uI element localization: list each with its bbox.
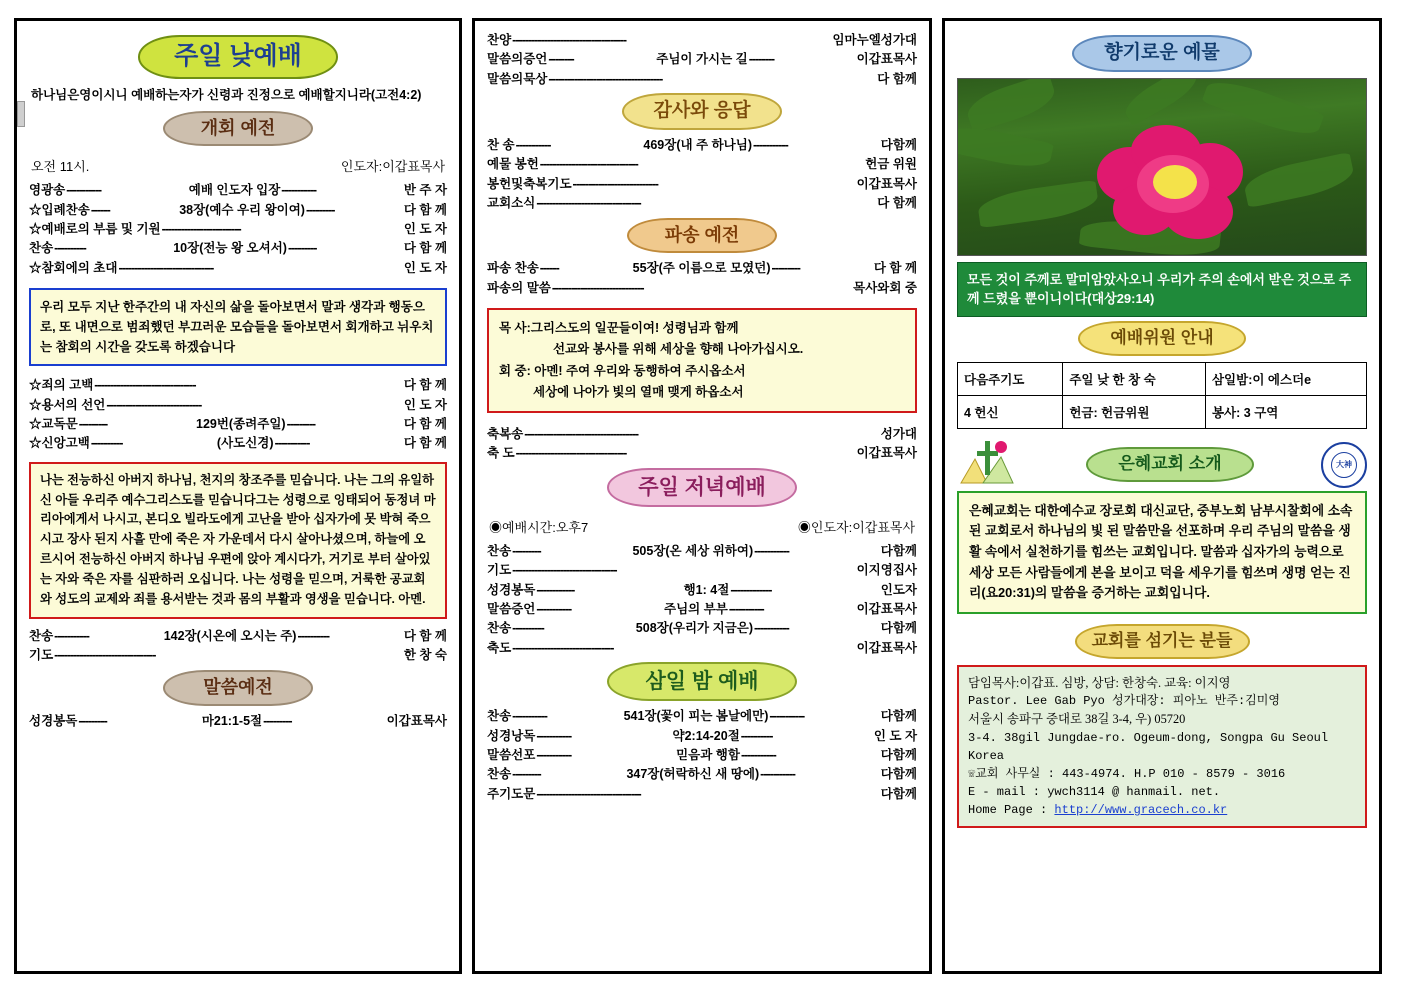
order-label: 말씀증언 [487,602,536,617]
section-wednesday-title: 삼일 밤 예배 [607,662,797,701]
dot-leader: ---------- [54,241,86,256]
table-cell: 삼일밤:이 에스더e [1205,362,1366,395]
confession-invitation-box: 우리 모두 지난 한주간의 내 자신의 삶을 돌아보면서 말과 생각과 행동으로, 또 내면으로 범죄했던 부끄러운 모습들을 돌아보면서 회개하고 뉘우치는 참회의 시간을 갖도록 하겠습니다 [29,288,447,366]
order-label: 봉헌및축복기도 [487,176,572,191]
order-person: 다함께 [880,138,917,153]
flower-photo [957,78,1367,256]
order-line [487,425,917,444]
order-label: 말씀선포 [487,748,536,762]
dot-leader: ----------- [753,621,789,636]
church-contact-box [957,665,1367,828]
dot-leader: --------- [305,202,335,217]
order-person: 이갑표목사 [856,602,917,617]
order-label: ☆용서의 선언 [29,397,106,412]
order-line [487,175,917,194]
dot-leader: -------------------------------- [512,640,614,655]
dot-leader: ------------------------------- [539,157,638,172]
order-label: ☆예배로의 부름 및 기원 [29,222,161,237]
duty-table [957,362,1367,429]
order-person: 성가대 [880,427,917,442]
dot-leader: ---------- [740,728,773,743]
order-line [487,155,917,174]
dot-leader: -------------------------------- [54,648,156,663]
order-label: 영광송 [29,183,66,198]
order-person: 이갑표목사 [856,640,917,655]
evening-info-row [489,517,915,536]
dot-leader: ----------- [66,183,102,198]
order-detail: 469장(내 주 하나님) [643,138,752,153]
dot-leader: --------- [78,416,108,431]
dot-leader: --------- [771,261,800,276]
order-detail: 10장(전능 왕 오셔서) [173,241,287,256]
order-list-wednesday [487,707,917,804]
order-label: 찬송 [487,767,512,782]
responsive-cong-line [499,361,905,382]
dot-leader: ----------- [728,602,764,617]
order-label: 파송 찬송 [487,261,539,276]
order-line [487,194,917,213]
contact-line: 3-4. 38gil Jungdae-ro. Ogeum-dong, Songpa Gu Seoul Korea [968,731,1329,764]
order-label: 축도 [487,640,512,655]
order-line [487,542,917,561]
order-list-proclamation [487,31,917,89]
order-line [487,746,917,765]
order-person: 다함께 [880,748,917,762]
dot-leader: ----------- [536,728,572,743]
dot-leader: ------------ [536,582,575,597]
dot-leader: ------------------------------ [106,397,202,412]
dot-leader: --------- [286,416,316,431]
order-person: 인 도 자 [403,397,447,412]
order-line [29,201,447,220]
order-person: 한 창 숙 [403,648,447,663]
order-label: 찬양 [487,33,512,47]
dot-leader: ------------------------------------ [524,427,639,442]
homepage-label: Home Page : [968,803,1055,818]
order-label: ☆신앙고백 [29,436,90,451]
order-line [487,136,917,155]
order-list-sending [487,259,917,298]
order-person: 헌금 위원 [865,157,917,172]
order-label: 찬송 [29,241,54,256]
order-detail: 55장(주 이름으로 모였던) [632,261,771,276]
order-person: 다 함 께 [403,436,447,451]
order-person: 다 함께 [877,196,917,211]
column-offering-and-info [942,18,1382,974]
order-person: 다 함 께 [403,629,447,644]
dot-leader: ----------------------------- [551,280,644,295]
order-person: 인 도 자 [403,222,447,237]
order-person: 다함께 [880,786,917,801]
order-label: 찬송 [487,709,512,724]
order-list-opening [29,181,447,278]
order-detail: 129번(종려주일) [196,416,286,431]
dot-leader: ----------- [515,138,551,153]
dot-leader: --------- [512,543,541,558]
apostles-creed-box: 나는 전능하신 아버지 하나님, 천지의 창조주를 믿습니다. 나는 그의 유일하신 아들 우리주 예수그리스도를 믿습니다그는 성령으로 잉태되어 동정녀 마리아에게서 나시고, 본디오 빌라도에게 고난을 받아 십자가에 못 박혀 죽으시고 장사 된지 사흘 만에 죽은 자 가운데서 다시 살아나셨으며, 하늘에 오르시어 전능하신 아버지 하나님 우편에 앉아 계시다가, 거기로 부터 살아있는 자와 죽은 자를 심판하러 오십니다. 나는 성령을 믿으며, 거룩한 공교회와 성도의 교제와 죄를 용서받는 것과 몸의 부활과 영생을 믿습니다. 아멘. [29,462,447,619]
responsive-cong-text: : 아멘! 주여 우리와 동행하여 주시옵소서 [526,363,746,378]
offering-verse: 모든 것이 주께로 말미암았사오니 우리가 주의 손에서 받은 것으로 주께 드렸을 뿐이니이다(대상29:14) [957,262,1367,317]
responsive-pastor-line [499,318,905,339]
order-line [487,279,917,298]
order-label: ☆죄의 고백 [29,378,94,393]
order-person: 반 주 자 [403,183,448,198]
dot-leader: ----------- [281,183,317,198]
order-label: 성경낭독 [487,728,536,743]
order-detail: 믿음과 행함 [676,748,740,762]
dot-leader: ------ [90,202,110,217]
church-introduction-text: 은혜교회는 대한예수교 장로회 대신교단, 중부노회 남부시찰회에 소속된 교회로서 하나님의 빛 된 말씀만을 선포하며 우리 주님의 말씀을 생활 속에서 실천하기를 힘쓰는 교회입니다. 말씀과 십자가의 능력으로 세상 모든 사람들에게 본을 보이고 덕을 세우기를 힘쓰며 생명 얻는 진리(요20:31)의 말씀을 증거하는 교회입니다. [957,491,1367,615]
dot-leader: ----------- [769,709,805,724]
order-line [29,396,447,415]
evening-time: ◉예배시간:오후7 [489,519,589,535]
contact-line: 서울시 송파구 중대로 38길 3-4, 우) 05720 [968,712,1186,727]
order-label: 기도 [29,648,54,663]
contact-homepage-line [968,801,1356,819]
order-label: ☆입례찬송 [29,202,90,217]
seal-label: 大神 [1336,460,1352,470]
order-line [29,239,447,258]
order-list-hymn [29,627,447,666]
order-person: 다 함 께 [403,202,447,217]
order-label: 예물 봉헌 [487,157,539,172]
order-list-thanksgiving [487,136,917,214]
dot-leader: ---------- [90,436,123,451]
order-detail: (사도신경) [216,436,274,451]
contact-line: Pastor. Lee Gab Pyo 성가대장: 피아노 반주:김미영 [968,694,1280,709]
order-person: 다 함 께 [403,241,448,256]
dot-leader: ----------- [536,748,572,762]
section-duty-title: 예배위원 안내 [1078,321,1246,356]
order-person: 인 도 자 [873,728,918,743]
order-label: 찬송 [487,543,512,558]
table-row [958,395,1367,428]
order-person: 이갑표목사 [386,713,447,728]
dot-leader: --------- [287,241,317,256]
order-detail: 541장(꽃이 피는 봄날에만) [623,709,769,724]
dot-leader: ----------- [760,767,795,782]
order-detail: 마21:1-5절 [201,713,263,728]
order-person: 다 함 께 [403,378,447,393]
dot-leader: --------------------------------- [536,196,641,211]
order-detail: 주님이 가시는 길 [656,52,748,67]
table-row [958,362,1367,395]
order-person: 다 함 께 [403,416,447,431]
dot-leader: ------ [539,261,559,276]
order-person: 이지영집사 [856,563,917,578]
order-person: 목사와회 중 [853,280,917,295]
denomination-seal-icon [1321,442,1367,488]
order-line [29,259,447,278]
table-cell: 주일 낮 한 창 숙 [1063,362,1206,395]
order-detail: 38장(예수 우리 왕이여) [179,202,305,217]
order-line [29,415,447,434]
order-line [487,70,917,89]
order-label: 말씀의묵상 [487,71,548,86]
order-line [487,581,917,600]
dot-leader: -------- [748,52,775,67]
order-person: 다함께 [880,709,918,724]
order-detail: 예배 인도자 입장 [188,183,281,198]
order-line [487,50,917,69]
order-person: 인 도 자 [403,260,447,275]
order-list-benediction [487,425,917,464]
dot-leader: ----------- [54,629,89,644]
section-church-intro-title: 은혜교회 소개 [1086,447,1254,482]
order-line [29,220,447,239]
dot-leader: --------- [263,713,292,728]
order-label: 기도 [487,563,512,578]
responsive-cong-text2: 세상에 나아가 빛의 열매 맺게 하옵소서 [533,384,744,399]
order-line [487,619,917,638]
order-detail: 주님의 부부 [664,602,728,617]
section-evening-title: 주일 저녁예배 [607,468,797,507]
order-line [487,707,917,726]
order-line [29,376,447,395]
table-cell: 봉사: 3 구역 [1205,395,1366,428]
order-label: 축 도 [487,446,515,461]
responsive-pastor-label: 목 사 [499,321,527,336]
order-label: 파송의 말씀 [487,280,551,295]
dot-leader: ----------- [536,602,572,617]
dot-leader: ------------------------------ [118,260,214,275]
dot-leader: -------- [548,52,574,67]
order-line [487,727,917,746]
order-person: 다함께 [880,767,918,782]
order-line [487,639,917,658]
responsive-pastor-text: :그리스도의 일꾼들이여! 성령님과 함께 [526,321,739,336]
order-line [487,444,917,463]
dot-leader: -------------------------------- [94,378,196,393]
order-list-evening [487,542,917,658]
order-detail: 행1: 4절 [683,582,730,597]
dot-leader: ----------- [740,748,776,762]
order-line [29,434,447,453]
dot-leader: ------------------------- [161,222,241,237]
peony-flower [1097,125,1247,243]
order-person: 임마누엘성가대 [832,33,917,47]
order-label: 찬송 [29,629,54,644]
order-person: 다 함께 [877,71,917,86]
evening-leader: ◉인도자:이갑표목사 [797,519,915,535]
responsive-cong-label: 회 중 [499,363,527,378]
order-detail: 142장(시온에 오시는 주) [163,629,297,644]
order-detail: 약2:14-20절 [672,728,740,743]
scripture-subtitle: 하나님은영이시니 예배하는자가 신령과 진정으로 예배할지니라(고전4:2) [31,87,422,102]
order-label: 찬 송 [487,138,515,153]
column-sunday-morning-service [14,18,462,974]
dot-leader: ----------- [274,436,310,451]
dot-leader: ------------------------------------ [512,33,627,47]
service-leader: 인도자:이갑표목사 [340,159,445,175]
order-line [29,646,447,665]
dot-leader: --------------------------------- [512,563,617,578]
order-line [487,600,917,619]
order-detail: 505장(온 세상 위하여) [632,543,754,558]
responsive-pastor-text2: 선교와 봉사를 위해 세상을 향해 나아가십시오. [553,342,804,357]
order-person: 다함께 [880,543,917,558]
contact-line: ☏교회 사무실 : 443-4974. H.P 010 - 8579 - 3016 [968,767,1286,782]
dot-leader: --------- [78,713,107,728]
order-line [487,561,917,580]
homepage-link[interactable]: http://www.gracech.co.kr [1054,803,1228,818]
dot-leader: ----------------------------------- [515,446,627,461]
section-offering-title: 향기로운 예물 [1072,35,1252,72]
contact-line: E - mail : ywch3114 @ hanmail. net. [968,785,1221,800]
dot-leader: ---------- [297,629,330,644]
column-response-and-evening [472,18,932,974]
section-sending-title: 파송 예전 [627,218,777,254]
order-line [29,712,447,731]
order-list-confession [29,376,447,454]
contact-line: 담임목사:이갑표. 심방, 상담: 한창숙. 교육: 이지영 [968,675,1231,690]
order-label: ☆참회에의 초대 [29,260,118,275]
order-line [487,259,917,278]
order-label: 성경봉독 [29,713,78,728]
order-line [29,181,447,200]
section-servants-title: 교회를 섬기는 분들 [1075,624,1250,659]
order-label: 찬송 [487,621,512,636]
order-label: 교회소식 [487,196,536,211]
dot-leader: ---------- [512,621,544,636]
order-person: 다함께 [880,621,918,636]
dot-leader: ------------- [730,582,772,597]
emblem-row [957,439,1367,491]
page-edge-marker [17,101,25,127]
order-line [487,765,917,784]
order-line [487,785,917,804]
order-label: ☆교독문 [29,416,78,431]
order-label: 성경봉독 [487,582,536,597]
table-cell: 헌금: 헌금위원 [1063,395,1206,428]
dot-leader: ------------------------------------ [548,71,663,86]
order-person: 인도자 [880,582,918,597]
table-cell: 다음주기도 [958,362,1063,395]
dot-leader: ----------- [754,543,789,558]
dot-leader: --------- [512,767,541,782]
order-person: 이갑표목사 [856,52,918,67]
table-cell: 4 헌신 [958,395,1063,428]
section-opening-title: 개회 예전 [163,111,313,147]
service-time-row [31,156,445,175]
order-detail: 347장(허락하신 새 땅에) [626,767,760,782]
order-line [487,31,917,50]
order-label: 주기도문 [487,786,536,801]
page-title: 주일 낮예배 [138,35,338,79]
responsive-sending-box [487,308,917,413]
order-person: 이갑표목사 [856,176,917,191]
dot-leader: ----------- [752,138,788,153]
dot-leader: --------------------------- [572,176,658,191]
order-person: 이갑표목사 [856,446,917,461]
section-word-title: 말씀예전 [163,670,313,706]
order-detail: 508장(우리가 지금은) [635,621,753,636]
section-thanksgiving-title: 감사와 응답 [622,93,782,130]
order-label: 말씀의증언 [487,52,548,67]
dot-leader: --------------------------------- [536,786,641,801]
order-label: 축복송 [487,427,524,442]
cross-book-icon [957,439,1019,491]
order-line [29,627,447,646]
dot-leader: ----------- [512,709,547,724]
service-time: 오전 11시. [31,159,90,175]
order-person: 다 함 께 [873,261,918,276]
